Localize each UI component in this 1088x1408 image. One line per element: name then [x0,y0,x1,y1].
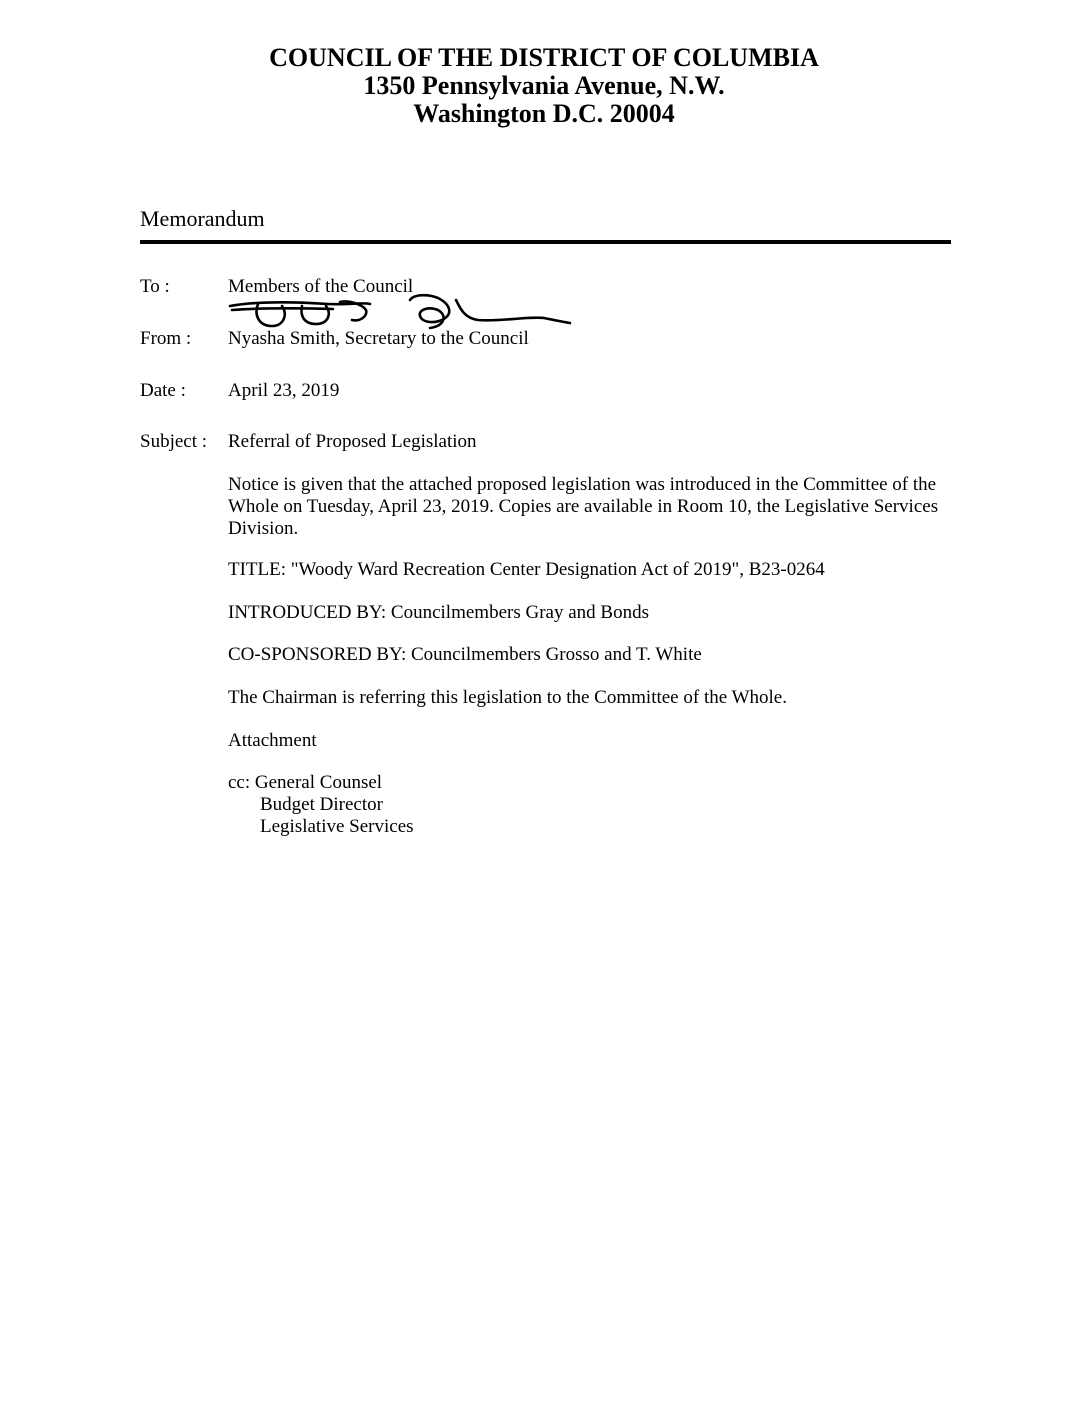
from-label: From : [140,328,192,349]
date-label: Date : [140,380,186,401]
notice-paragraph: Notice is given that the attached proposed legislation was introduced in the Committee of the Whole on Tuesday, April 23, 2019. Copies are available in Room 10, the Legislative Services Division. [228,474,939,539]
co-sponsored-by: CO-SPONSORED BY: Councilmembers Grosso and T. White [228,644,702,665]
referral-statement: The Chairman is referring this legislation to the Committee of the Whole. [228,687,787,708]
letterhead-city: Washington D.C. 20004 [413,99,675,128]
subject-label: Subject : [140,431,208,452]
cc-general-counsel: cc: General Counsel [228,772,383,793]
from-value: Nyasha Smith, Secretary to the Council [228,328,529,349]
subject-value: Referral of Proposed Legislation [228,431,477,452]
memo-title: Memorandum [140,206,265,231]
to-value: Members of the Council [228,276,414,297]
legislation-title: TITLE: "Woody Ward Recreation Center Designation Act of 2019", B23-0264 [228,559,825,580]
introduced-by: INTRODUCED BY: Councilmembers Gray and Bonds [228,602,649,623]
letterhead-street: 1350 Pennsylvania Avenue, N.W. [363,71,725,100]
letterhead-organization: COUNCIL OF THE DISTRICT OF COLUMBIA [269,43,819,72]
header-divider [140,240,951,244]
date-value: April 23, 2019 [228,380,340,401]
letterhead [0,44,1088,128]
cc-legislative-services: Legislative Services [260,816,414,837]
cc-budget-director: Budget Director [260,794,383,815]
to-label: To : [140,276,170,297]
attachment-note: Attachment [228,730,317,751]
